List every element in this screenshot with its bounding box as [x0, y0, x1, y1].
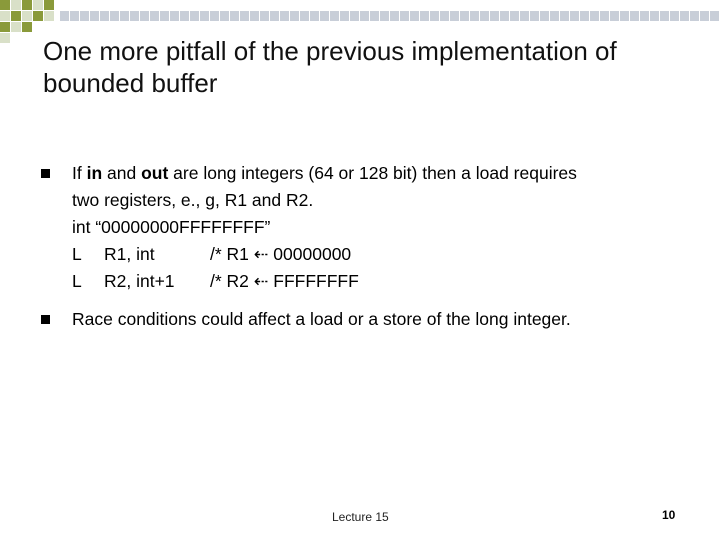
code-arg: R2, int+1 — [104, 271, 175, 291]
bullet-text: If — [72, 163, 87, 183]
bullet-line — [72, 160, 700, 187]
square-bullet-icon — [41, 169, 50, 178]
bullet-keyword-in: in — [86, 163, 103, 183]
header-square — [0, 0, 10, 10]
bullet-item — [40, 160, 700, 295]
footer-label: Lecture 15 — [332, 510, 389, 524]
code-op: L — [72, 271, 82, 291]
header-square — [0, 33, 10, 43]
header-square — [11, 0, 21, 10]
code-comment: /* R2 ⇠ FFFFFFFF — [210, 271, 359, 291]
bullet-line: two registers, e., g, R1 and R2. — [72, 190, 314, 210]
header-square — [11, 11, 21, 21]
header-square — [22, 22, 32, 32]
code-op: L — [72, 244, 82, 264]
header-square — [33, 11, 43, 21]
page-number: 10 — [662, 508, 676, 522]
header-square — [44, 0, 54, 10]
header-square — [44, 11, 54, 21]
bullet-keyword-out: out — [141, 163, 169, 183]
header-square — [0, 22, 10, 32]
bullet-line: int “00000000FFFFFFFF” — [72, 217, 271, 237]
header-square — [33, 0, 43, 10]
code-comment: /* R1 ⇠ 00000000 — [210, 244, 352, 264]
code-line — [72, 241, 700, 268]
bullet-text: are long integers (64 or 128 bit) then a load requires — [168, 163, 577, 183]
bullet-text: and — [102, 163, 142, 183]
header-square — [0, 11, 10, 21]
header-square — [22, 11, 32, 21]
bullet-item — [40, 306, 700, 333]
header-square — [11, 22, 21, 32]
square-bullet-icon — [41, 315, 50, 324]
bullet-line: Race conditions could affect a load or a store of the long integer. — [72, 309, 571, 329]
header-stripe — [60, 11, 720, 21]
slide-title: One more pitfall of the previous implementation of bounded buffer — [43, 36, 617, 98]
code-arg: R1, int — [104, 244, 155, 264]
bullet-list — [40, 160, 700, 333]
code-line — [72, 268, 700, 295]
header-square — [22, 0, 32, 10]
